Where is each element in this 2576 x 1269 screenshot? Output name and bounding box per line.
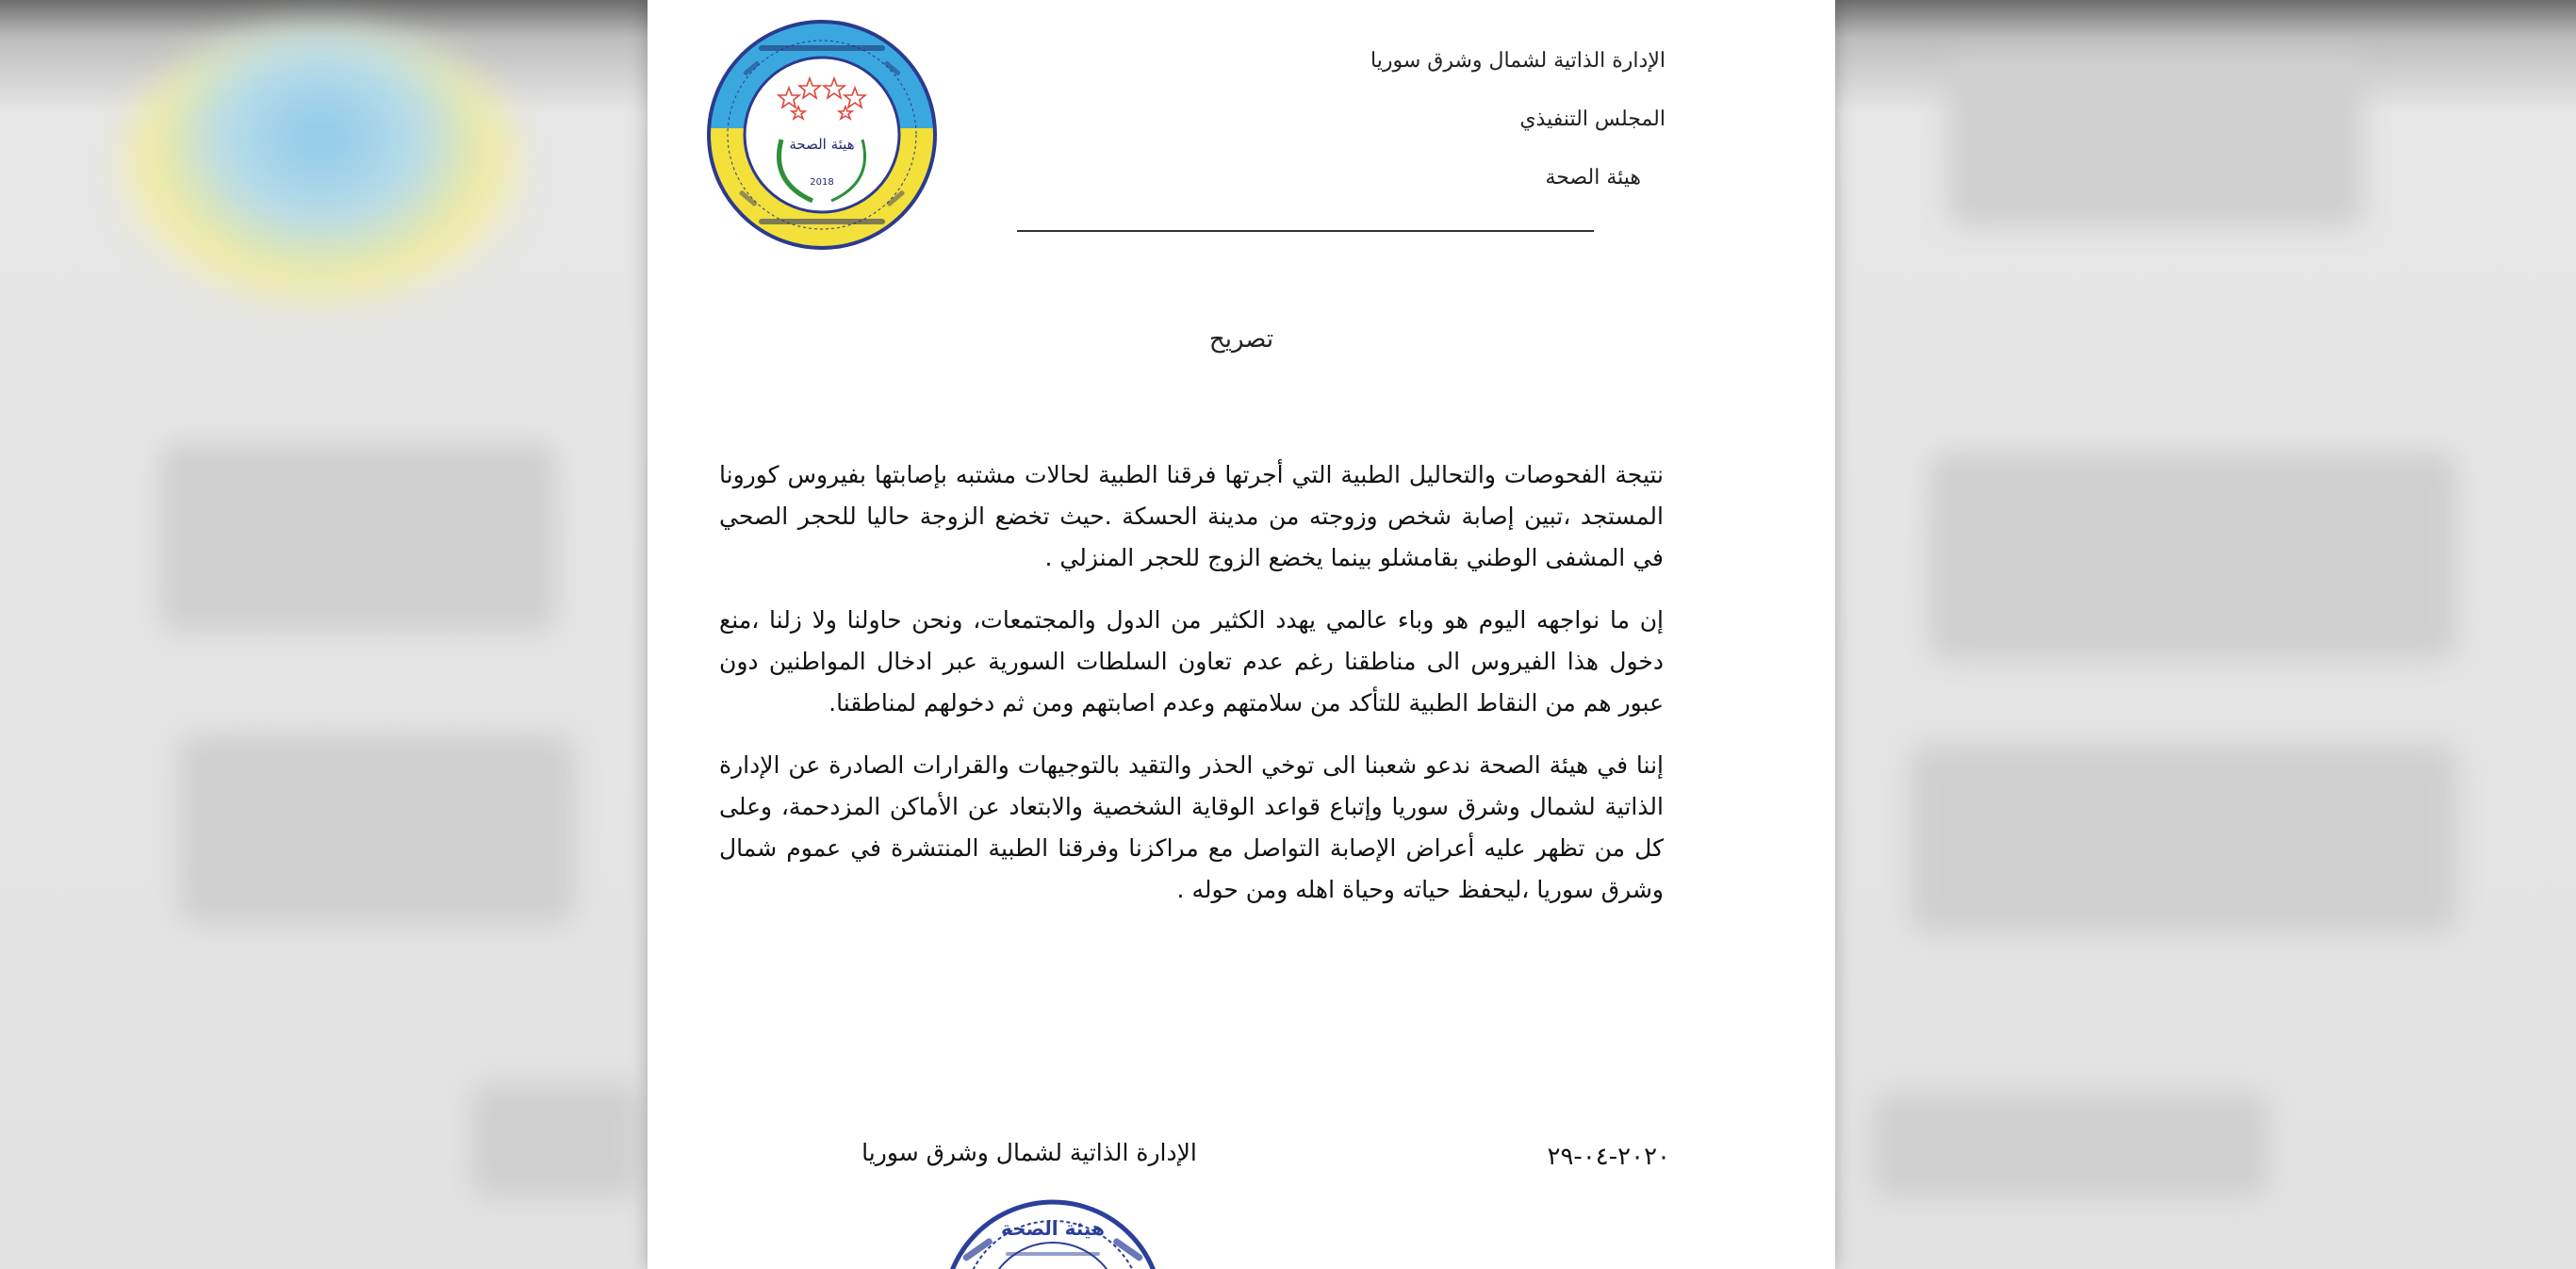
document-title: تصريح [1208,325,1274,354]
letterhead [1270,32,1665,207]
letterhead-administration: الإدارة الذاتية لشمال وشرق سوريا [1370,49,1665,73]
blurred-block [160,443,556,632]
health-authority-seal [704,17,940,253]
blurred-block [179,735,575,924]
blurred-block [471,1084,641,1197]
official-stamp [940,1197,1166,1269]
blurred-backdrop-right [1835,0,2576,1269]
paragraph-3: إننا في هيئة الصحة ندعو شعبنا الى توخي الحذر والتقيد بالتوجيهات والقرارات الصادرة عن الإدارة الذاتية لشمال وشرق سوريا وإتباع قواعد الوقاية الشخصية والابتعاد عن الأماكن المزدحمة، وعلى كل من تظهر عليه أعراض الإصابة التواصل مع مراكزنا وفرقنا الطبية المنتشرة في عموم شمال وشرق سوريا ،ليحفظ حياته وحياة اهله ومن حوله . [719,751,1664,903]
blurred-block [1929,453,2457,660]
seal-center-text: هيئة الصحة [789,136,855,153]
paragraph-1: نتيجة الفحوصات والتحاليل الطبية التي أجرتها فرقنا الطبية لحالات مشتبه بإصابتها بفيروس كورونا المستجد ،تبين إصابة شخص وزوجته من مدينة الحسكة .حيث تخضع الزوجة حاليا للحجر الصحي في المشفى الوطني بقامشلو بينما يخضع الزوج للحجر المنزلي . [719,461,1664,571]
document-date: ٢٠٢٠-٠٤-٢٩ [1547,1143,1670,1171]
paragraph-2: إن ما نواجهه اليوم هو وباء عالمي يهدد الكثير من الدول والمجتمعات، ونحن حاولنا ولا زلنا ،منع دخول هذا الفيروس الى مناطقنا رغم عدم تعاون السلطات السورية عبر ادخال المواطنين دون عبور هم من النقاط الطبية للتأكد من سلامتهم وعدم اصابتهم ومن ثم دخولهم لمناطقنا. [719,606,1664,717]
blurred-seal-reflection [123,28,518,302]
header-divider [1017,230,1594,232]
letterhead-council: المجلس التنفيذي [1519,107,1665,131]
seal-year: 2018 [810,177,834,188]
stamp-ring-lettering [962,1237,1144,1261]
blurred-backdrop-left [0,0,648,1269]
document-page [648,0,1835,1269]
blurred-block [1911,745,2457,933]
document-body [719,454,1664,931]
letterhead-authority: هيئة الصحة [1545,166,1641,190]
blurred-block [1873,1094,2269,1197]
blurred-block [1948,57,2363,226]
stamp-text: هيئة الصحة [1001,1217,1105,1240]
signing-authority: الإدارة الذاتية لشمال وشرق سوريا [861,1139,1197,1166]
